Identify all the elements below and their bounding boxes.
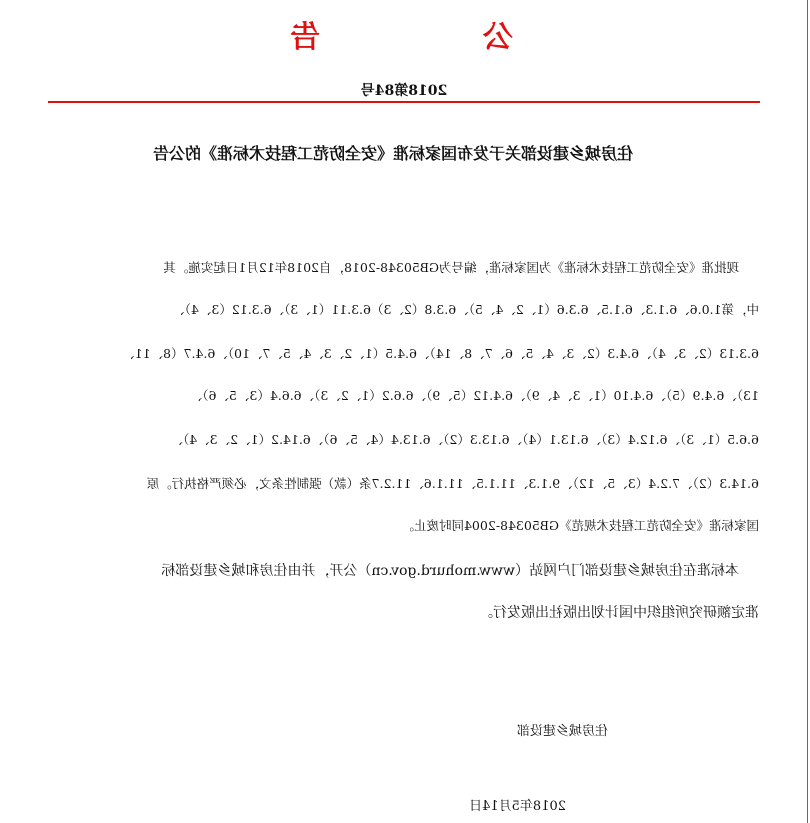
body-line: 准定额研究所组织中国计划出版社出版发行。 [479, 605, 759, 621]
body-line: 6.6.5（1、3）、6.12.4（3）、6.13.1（4）、6.13.3（2）、6.13.4（4、5、6）、6.14.2（1、2、3、4）、 [170, 432, 759, 447]
body-line: 中，第1.0.6、6.1.3、6.1.5、6.3.6（1、2、4、5）、6.3.8（2、3）6.3.11（1、3）、6.3.12（3、4）、 [172, 302, 759, 317]
body-line: 6.14.3（2）、7.2.4（3、5、12）、9.1.3、11.1.5、11.1.6、11.2.7条（款）强制性条文，必须严格执行。原 [146, 476, 759, 491]
body-line: 6.3.13（2、3、4）、6.4.3（2、3、4、5、6、7、8、14）、6.4.5（1、2、3、4、5、7、10）、6.4.7（8、11、 [122, 346, 759, 361]
issue-date: 2018年5月14日 [469, 799, 566, 814]
heading-char-gao: 告 [290, 20, 320, 55]
issuer-signature: 住房城乡建设部 [516, 724, 608, 739]
red-divider [48, 101, 760, 103]
announcement-number: 2018第84号 [360, 83, 448, 99]
body-line: 13）、6.4.9（5）、6.4.10（1、3、4、9）、6.4.12（5、9）、6.6.2（1、2、3）、6.6.4（3、5、6）、 [189, 388, 759, 403]
body-line: 现批准《安全防范工程技术标准》为国家标准，编号为GB50348-2018，自2018年12月1日起实施。其 [163, 260, 739, 275]
heading-char-gong: 公 [483, 20, 513, 55]
body-line: 本标准在住房城乡建设部门户网站（www.mohurd.gov.cn）公开，并由住房和城乡建设部标 [161, 563, 739, 579]
announcement-title: 住房城乡建设部关于发布国家标准《安全防范工程技术标准》的公告 [153, 144, 634, 163]
body-line: 国家标准《安全防范工程技术规范》GB50348-2004同时废止。 [401, 518, 759, 533]
